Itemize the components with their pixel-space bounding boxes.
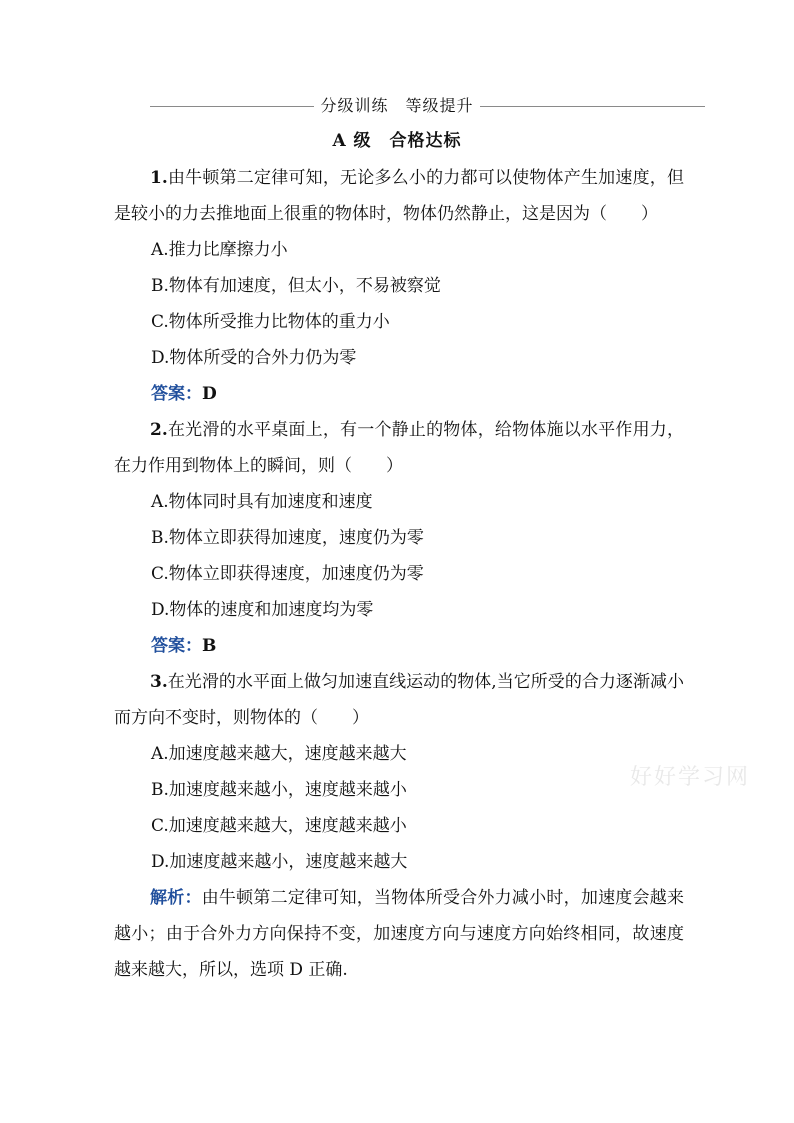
option-c: C.加速度越来越大，速度越来越小 — [151, 816, 407, 836]
analysis-paragraph — [114, 880, 684, 988]
question-text: 在光滑的水平面上做匀加速直线运动的物体,当它所受的合力逐渐减小而方向不变时，则物体的（ ） — [114, 672, 684, 728]
page-header — [0, 95, 794, 117]
question-stem — [114, 412, 684, 484]
option-d: D.物体的速度和加速度均为零 — [151, 600, 374, 620]
question-number: 1. — [150, 168, 168, 188]
answer-label: 答案： — [151, 636, 202, 656]
option-a: A.推力比摩擦力小 — [151, 240, 288, 260]
answer-label: 答案： — [151, 384, 202, 404]
question-list — [114, 160, 684, 988]
answer-value: B — [202, 636, 217, 656]
question-1 — [114, 160, 684, 412]
option-c: C.物体所受推力比物体的重力小 — [151, 312, 390, 332]
question-stem — [114, 664, 684, 736]
option-c: C.物体立即获得速度，加速度仍为零 — [151, 564, 424, 584]
answer-line — [151, 628, 684, 664]
question-text: 在光滑的水平桌面上，有一个静止的物体，给物体施以水平作用力，在力作用到物体上的瞬间，则（ ） — [114, 420, 684, 476]
analysis-label: 解析： — [150, 888, 202, 908]
question-2 — [114, 412, 684, 664]
question-3 — [114, 664, 684, 988]
section-title: A 级 合格达标 — [332, 131, 462, 151]
option-b: B.物体立即获得加速度，速度仍为零 — [151, 528, 424, 548]
question-stem — [114, 160, 684, 232]
answer-line — [151, 376, 684, 412]
option-d: D.加速度越来越小，速度越来越大 — [151, 852, 408, 872]
option-a: A.物体同时具有加速度和速度 — [151, 492, 373, 512]
option-b: B.加速度越来越小，速度越来越小 — [151, 780, 407, 800]
option-b: B.物体有加速度，但太小，不易被察觉 — [151, 276, 441, 296]
analysis-text: 由牛顿第二定律可知，当物体所受合外力减小时，加速度会越来越小；由于合外力方向保持不变，加速度方向与速度方向始终相同，故速度越来越大，所以，选项 D 正确. — [114, 888, 685, 980]
question-number: 3. — [150, 672, 168, 692]
header-title: 分级训练 等级提升 — [314, 96, 479, 115]
watermark: 好好学习网 — [630, 765, 751, 790]
question-text: 由牛顿第二定律可知，无论多么小的力都可以使物体产生加速度，但是较小的力去推地面上很重的物体时，物体仍然静止，这是因为（ ） — [114, 168, 684, 224]
question-number: 2. — [150, 420, 168, 440]
answer-value: D — [202, 384, 217, 404]
option-a: A.加速度越来越大，速度越来越大 — [151, 744, 407, 764]
option-d: D.物体所受的合外力仍为零 — [151, 348, 357, 368]
